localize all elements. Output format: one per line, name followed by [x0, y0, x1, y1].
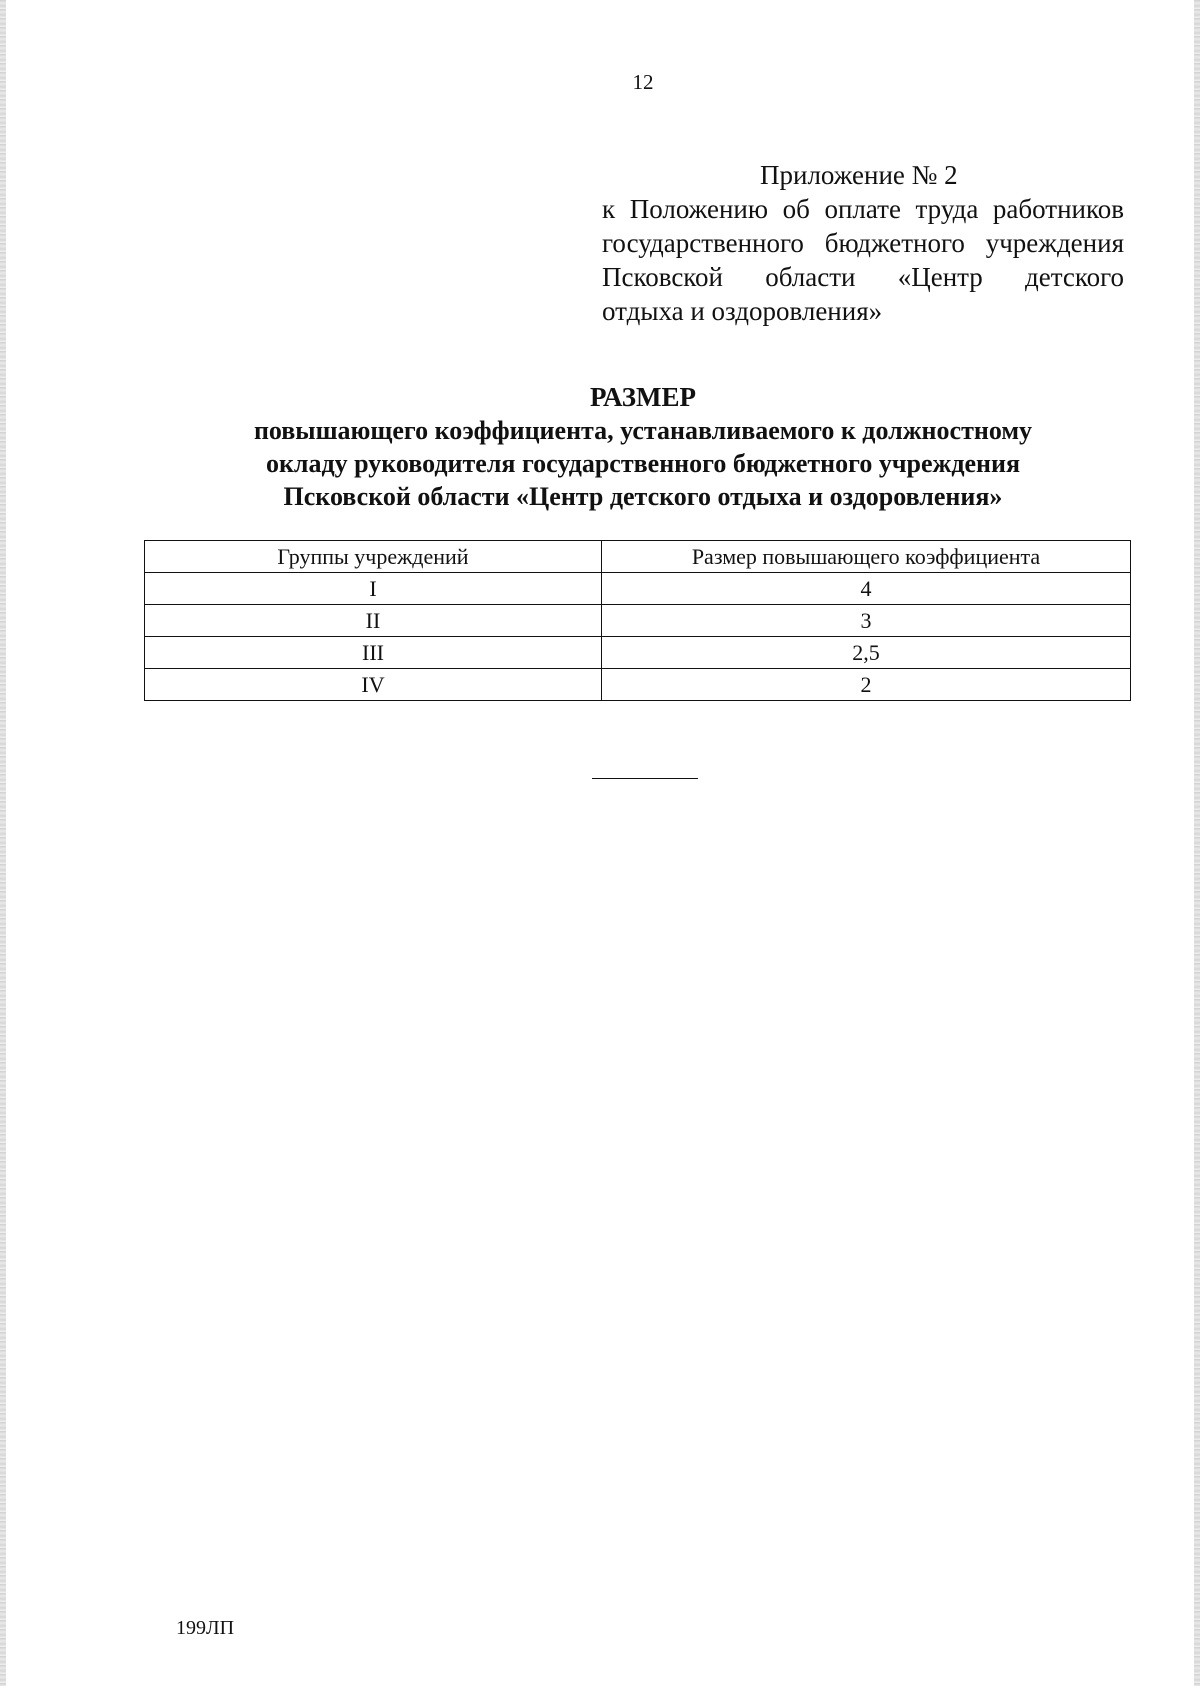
end-divider [592, 778, 698, 779]
heading-line: Псковской области «Центр детского отдыха и оздоровления» [283, 482, 1003, 511]
heading-title: РАЗМЕР [589, 382, 697, 412]
appendix-line: государственного бюджетного учреждения [602, 228, 1124, 258]
document-code: 199ЛП [176, 1617, 235, 1639]
appendix-line: к Положению об оплате труда работников [602, 194, 1124, 224]
heading-line: повышающего коэффициента, устанавливаемого к должностному [253, 416, 1033, 445]
table-row [145, 637, 1131, 669]
table-row [145, 573, 1131, 605]
table-cell: III [145, 637, 602, 669]
table-cell: 3 [602, 605, 1131, 637]
page-number: 12 [632, 70, 654, 94]
table-header-cell: Размер повышающего коэффициента [602, 541, 1131, 573]
appendix-title: Приложение № 2 [760, 160, 958, 190]
appendix-line: отдыха и оздоровления» [602, 296, 883, 326]
table-cell: 4 [602, 573, 1131, 605]
table-cell: 2 [602, 669, 1131, 701]
table-row [145, 669, 1131, 701]
table-cell: 2,5 [602, 637, 1131, 669]
table-cell: IV [145, 669, 602, 701]
appendix-line: Псковской области «Центр детского [602, 262, 1124, 292]
appendix-block [602, 158, 1124, 328]
coefficient-table [144, 540, 1131, 701]
table-cell: II [145, 605, 602, 637]
scan-edge-left [0, 0, 6, 1686]
table-cell: I [145, 573, 602, 605]
table-header-row [145, 541, 1131, 573]
table-header-cell: Группы учреждений [145, 541, 602, 573]
heading-line: окладу руководителя государственного бюджетного учреждения [265, 449, 1021, 478]
document-heading [150, 381, 1136, 513]
table-row [145, 605, 1131, 637]
scan-edge-right [1194, 0, 1200, 1686]
